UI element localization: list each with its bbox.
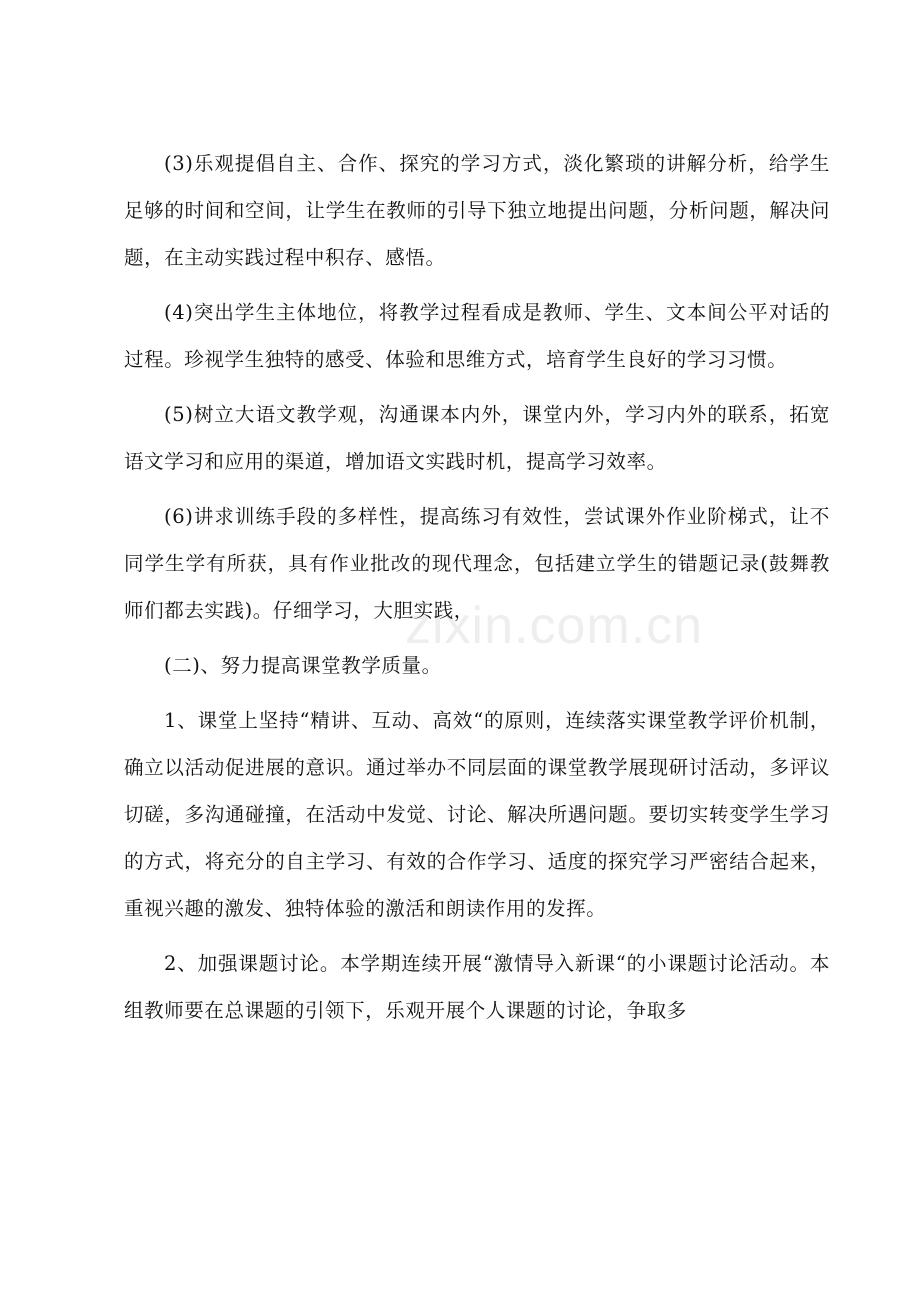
paragraph-5: (5)树立大语文教学观，沟通课本内外，课堂内外，学习内外的联系，拓宽语文学习和应用的渠道，增加语文实践时机，提高学习效率。	[124, 403, 830, 473]
paragraph-3: (3)乐观提倡自主、合作、探究的学习方式，淡化繁琐的讲解分析，给学生足够的时间和空间，让学生在教师的引导下独立地提出问题，分析问题，解决问题，在主动实践过程中积存、感悟。	[124, 152, 830, 269]
section-heading-2: (二)、努力提高课堂教学质量。	[164, 654, 442, 677]
paragraph-research: 2、加强课题讨论。本学期连续开展“激情导入新课“的小课题讨论活动。本组教师要在总课题的引领下，乐观开展个人课题的讨论，争取多	[124, 952, 830, 1022]
paragraph-4: (4)突出学生主体地位，将教学过程看成是教师、学生、文本间公平对话的过程。珍视学生独特的感受、体验和思维方式，培育学生良好的学习习惯。	[124, 301, 830, 371]
paragraph-6: (6)讲求训练手段的多样性，提高练习有效性，尝试课外作业阶梯式，让不同学生学有所获，具有作业批改的现代理念，包括建立学生的错题记录(鼓舞教师们都去实践)。仔细学习，大胆实践，	[124, 505, 830, 622]
paragraph-classroom: 1、课堂上坚持“精讲、互动、高效“的原则，连续落实课堂教学评价机制，确立以活动促进展的意识。通过举办不同层面的课堂教学展现研讨活动，多评议切磋，多沟通碰撞，在活动中发觉、讨论、解决所遇问题。要切实转变学生学习的方式，将充分的自主学习、有效的合作学习、适度的探究学习严密结合起来，重视兴趣的激发、独特体验的激活和朗读作用的发挥。	[124, 709, 830, 920]
watermark: zixin.com.cn	[405, 597, 704, 655]
